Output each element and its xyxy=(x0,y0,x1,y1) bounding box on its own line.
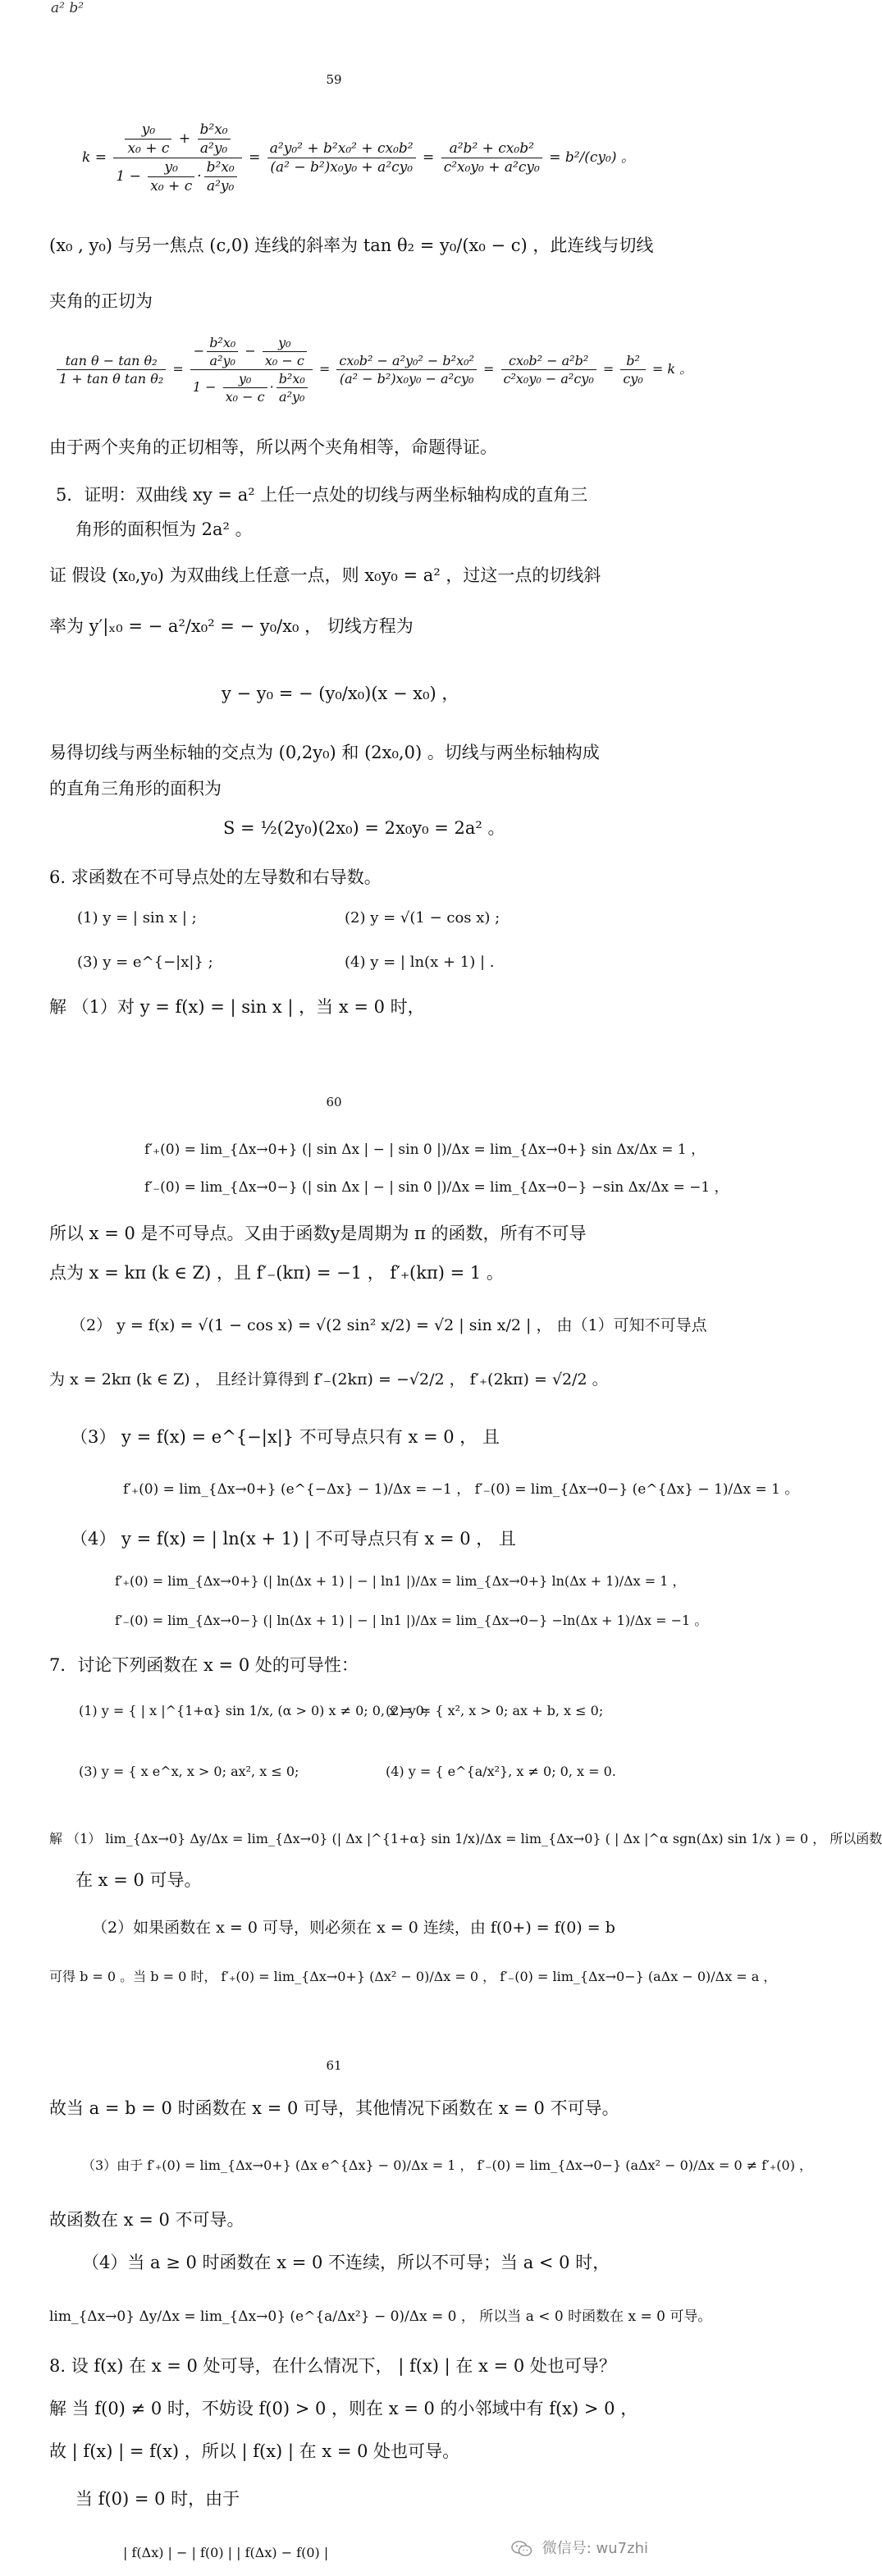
watermark xyxy=(511,2537,648,2558)
p60-left-derivative: f′₋(0) = lim_{Δx→0−} (| sin Δx | − | sin 0 |)/Δx = lim_{Δx→0−} −sin Δx/Δx = −1 ， xyxy=(144,1179,729,1196)
p59-line3: 由于两个夹角的正切相等，所以两个夹角相等，命题得证。 xyxy=(49,437,497,457)
q5-proof-3: 易得切线与两坐标轴的交点为 (0,2y₀) 和 (2x₀,0) 。切线与两坐标轴构成 xyxy=(49,743,600,762)
page-number-59: 59 xyxy=(326,72,342,87)
q8-solution-2: 故 | f(x) | = f(x) ，所以 | f(x) | 在 x = 0 处也可导。 xyxy=(49,2441,460,2461)
q7-item-1: (1) y = { | x |^{1+α} sin 1/x, (α > 0) x ≠ 0; 0, x = 0; xyxy=(79,1703,429,1718)
q7-solution-4: 可得 b = 0 。当 b = 0 时， f′₊(0) = lim_{Δx→0+} (Δx² − 0)/Δx = 0 ， f′₋(0) = lim_{Δx→0−} (aΔx − 0)/Δx = a ， xyxy=(49,1969,777,1984)
q6-item-4: (4) y = | ln(x + 1) | . xyxy=(345,954,495,971)
p60-line3: （2） y = f(x) = √(1 − cos x) = √(2 sin² x/2) = √2 | sin x/2 | ， 由（1）可知不可导点 xyxy=(71,1316,707,1334)
q6-item-2: (2) y = √(1 − cos x) ; xyxy=(345,909,500,927)
p60-line1: 所以 x = 0 是不可导点。又由于函数y是周期为 π 的函数，所有不可导 xyxy=(49,1224,587,1243)
p60-right-derivative: f′₊(0) = lim_{Δx→0+} (| sin Δx | − | sin 0 |)/Δx = lim_{Δx→0+} sin Δx/Δx = 1 ， xyxy=(144,1142,706,1158)
k-formula-result: = b²/(cy₀) 。 xyxy=(549,149,635,166)
q7-solution-1: 解 （1） lim_{Δx→0} Δy/Δx = lim_{Δx→0} (| Δx |^{1+α} sin 1/x)/Δx = lim_{Δx→0} ( | Δx |^α sgn(Δx) sin 1/x ) = 0 ， 所以函数 xyxy=(49,1831,882,1846)
q7-solution-2: 在 x = 0 可导。 xyxy=(75,1870,202,1890)
q8-statement: 8. 设 f(x) 在 x = 0 处可导，在什么情况下， | f(x) | 在 x = 0 处也可导？ xyxy=(49,2356,616,2376)
q8-solution-1: 解 当 f(0) ≠ 0 时，不妨设 f(0) > 0 ，则在 x = 0 的小邻域中有 f(x) > 0 ， xyxy=(49,2399,638,2418)
tangent-angle-formula: $\frac{\text{tan θ − tan θ₂}}{\text{1 + tan θ tan θ₂}}$ = − $\frac{\text{b²x₀}}{\text{a²y₀}}$ − $\frac{\text{y₀}}{\text{x₀ − c}}$ 1 − $\frac{\text{y₀}}{\text{x₀ − c}}$ · $\frac{\text{b²x₀}}{\text{a²y₀}}$ = $\frac{\text{cx₀b² − a²y₀² − b²x₀²}}{\text{(a² − b²)x₀y₀ − a²cy₀}}$ = $\frac{\text{cx₀b² − a²b²}}{\text{c²x₀y₀ − a²cy₀}}$ = $\frac{\text{b²}}{\text{cy₀}}$ = k 。 xyxy=(54,335,692,405)
q7-item-3: (3) y = { x e^x, x > 0; ax², x ≤ 0; xyxy=(79,1764,299,1779)
q8-solution-3: 当 f(0) = 0 时，由于 xyxy=(75,2489,240,2509)
q5-proof-1: 证 假设 (x₀,y₀) 为双曲线上任意一点，则 x₀y₀ = a² ，过这一点的切线斜 xyxy=(49,565,601,585)
p60-line2: 点为 x = kπ (k ∈ Z) ，且 f′₋(kπ) = −1 ， f′₊(kπ) = 1 。 xyxy=(49,1263,504,1283)
q7-solution-3: （2）如果函数在 x = 0 可导，则必须在 x = 0 连续，由 f(0+) = f(0) = b xyxy=(92,1919,615,1937)
p60-line9: f′₋(0) = lim_{Δx→0−} (| ln(Δx + 1) | − | ln1 |)/Δx = lim_{Δx→0−} −ln(Δx + 1)/Δx = −1 。 xyxy=(115,1613,708,1628)
p60-line6: f′₊(0) = lim_{Δx→0+} (e^{−Δx} − 1)/Δx = −1 ， f′₋(0) = lim_{Δx→0−} (e^{Δx} − 1)/Δx = 1 。 xyxy=(123,1481,799,1498)
p60-line8: f′₊(0) = lim_{Δx→0+} (| ln(Δx + 1) | − | ln1 |)/Δx = lim_{Δx→0+} ln(Δx + 1)/Δx = 1 ， xyxy=(115,1573,686,1589)
p61-line2: （3）由于 f′₊(0) = lim_{Δx→0+} (Δx e^{Δx} − 0)/Δx = 1 ， f′₋(0) = lim_{Δx→0−} (aΔx² − 0)/Δx = 0 ≠ f′₊(0) ， xyxy=(82,2157,813,2173)
q5-proof-4: 的直角三角形的面积为 xyxy=(49,779,222,798)
q6-item-1: (1) y = | sin x | ; xyxy=(77,909,197,927)
q8-solution-4: | f(Δx) | − | f(0) | | f(Δx) − f(0) | xyxy=(123,2545,329,2560)
p61-line1: 故当 a = b = 0 时函数在 x = 0 可导，其他情况下函数在 x = 0 不可导。 xyxy=(49,2098,619,2118)
q6-statement: 6. 求函数在不可导点处的左导数和右导数。 xyxy=(49,867,382,887)
page-number-60: 60 xyxy=(326,1095,342,1110)
tangent-angle-result: = k 。 xyxy=(651,361,693,377)
p61-line5: lim_{Δx→0} Δy/Δx = lim_{Δx→0} (e^{a/Δx²} − 0)/Δx = 0 ， 所以当 a < 0 时函数在 x = 0 可导。 xyxy=(49,2308,712,2325)
q5-statement-2: 角形的面积恒为 2a² 。 xyxy=(75,519,253,539)
k-formula: k = $\frac{\text{y₀}}{\text{x₀ + c}}$ + $\frac{\text{b²x₀}}{\text{a²y₀}}$ 1 − $\frac{\text{y₀}}{\text{x₀ + c}}$ · $\frac{\text{b²x₀}}{\text{a²y₀}}$ = $\frac{\text{a²y₀² + b²x₀² + cx₀b²}}{\text{(a² − b²)x₀y₀ + a²cy₀}}$ = $\frac{\text{a²b² + cx₀b²}}{\text{c²x₀y₀ + a²cy₀}}$ = b²/(cy₀) 。 xyxy=(82,121,635,194)
wechat-icon xyxy=(511,2541,532,2557)
q5-proof-2: 率为 y′|ₓ₀ = − a²/x₀² = − y₀/x₀ ， 切线方程为 xyxy=(49,616,414,636)
p61-line3: 故函数在 x = 0 不可导。 xyxy=(49,2210,244,2230)
q7-item-2: (2) y = { x², x > 0; ax + b, x ≤ 0; xyxy=(386,1703,604,1718)
p60-line4: 为 x = 2kπ (k ∈ Z) ， 且经计算得到 f′₋(2kπ) = −√2/2 ， f′₊(2kπ) = √2/2 。 xyxy=(49,1370,608,1389)
page-number-61: 61 xyxy=(326,2058,342,2073)
p59-line1: (x₀ , y₀) 与另一焦点 (c,0) 连线的斜率为 tan θ₂ = y₀/(x₀ − c) ，此连线与切线 xyxy=(49,236,654,255)
top-fragment: a² b² xyxy=(51,0,85,16)
p60-line7: （4） y = f(x) = | ln(x + 1) | 不可导点只有 x = 0 ， 且 xyxy=(71,1529,516,1549)
watermark-label: 微信号: wu7zhi xyxy=(542,2540,648,2557)
p60-line5: （3） y = f(x) = e^{−|x|} 不可导点只有 x = 0 ， 且 xyxy=(71,1427,500,1447)
q6-item-3: (3) y = e^{−|x|} ; xyxy=(77,954,213,971)
p59-line2: 夹角的正切为 xyxy=(49,291,153,311)
tangent-equation: y − y₀ = − (y₀/x₀)(x − x₀) ， xyxy=(222,684,459,703)
area-formula: S = ½(2y₀)(2x₀) = 2x₀y₀ = 2a² 。 xyxy=(223,818,505,838)
q6-solution-1: 解 （1）对 y = f(x) = | sin x | ，当 x = 0 时， xyxy=(49,997,425,1017)
p61-line4: （4）当 a ≥ 0 时函数在 x = 0 不连续，所以不可导；当 a < 0 时， xyxy=(82,2253,610,2272)
q7-item-4: (4) y = { e^{a/x²}, x ≠ 0; 0, x = 0. xyxy=(386,1764,616,1779)
q5-statement-1: 5．证明：双曲线 xy = a² 上任一点处的切线与两坐标轴构成的直角三 xyxy=(56,485,588,505)
q7-statement: 7．讨论下列函数在 x = 0 处的可导性： xyxy=(49,1655,359,1675)
